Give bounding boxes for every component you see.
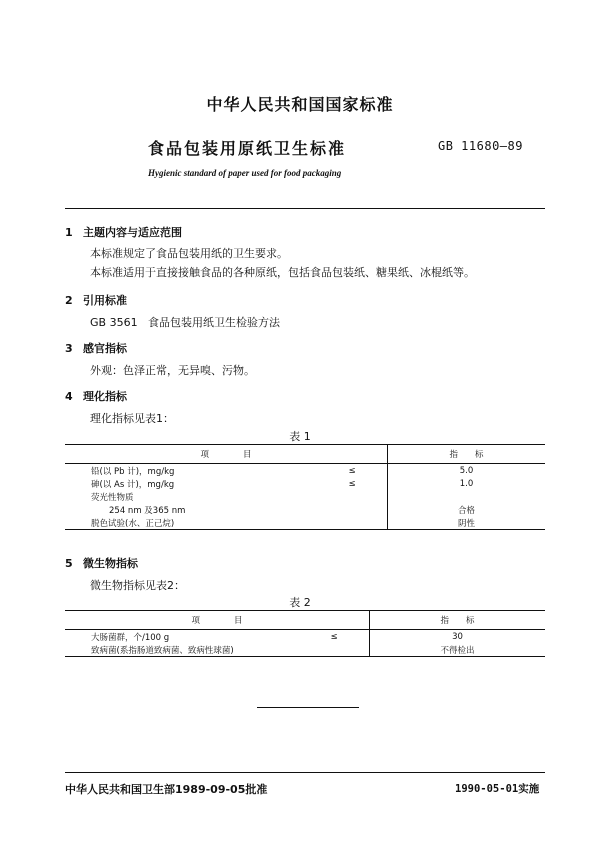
section-2-reference: GB 3561 食品包装用纸卫生检验方法 xyxy=(90,316,281,329)
section-number: 5 xyxy=(65,557,73,570)
section-title: 理化指标 xyxy=(83,390,127,403)
row-symbol: ≤ xyxy=(348,465,356,476)
table-row xyxy=(65,490,545,503)
section-4-paragraph: 理化指标见表1： xyxy=(90,412,174,425)
table-header-value: 指 标 xyxy=(370,611,546,630)
row-item: 254 nm 及365 nm xyxy=(109,505,186,516)
table-row xyxy=(65,643,545,657)
table-header-row xyxy=(65,445,545,464)
approval-statement: 中华人民共和国卫生部1989-09-05批准 xyxy=(65,783,268,796)
row-symbol xyxy=(299,643,370,657)
section-5-paragraph: 微生物指标见表2： xyxy=(90,579,185,592)
section-2-heading xyxy=(65,292,127,308)
table-row xyxy=(65,503,545,516)
table-header-row xyxy=(65,611,545,630)
footer-divider xyxy=(65,772,545,773)
row-value: 30 xyxy=(370,630,546,644)
row-item: 脱色试验(水、正己烷) xyxy=(91,518,175,529)
issuing-authority-header: 中华人民共和国国家标准 xyxy=(206,95,394,114)
row-item: 砷(以 As 计)，mg/kg xyxy=(91,479,175,490)
table-row xyxy=(65,477,545,490)
table-header-item: 项 目 xyxy=(65,611,370,630)
section-title: 感官指标 xyxy=(83,342,127,355)
english-title: Hygienic standard of paper used for food packaging xyxy=(148,168,342,178)
section-title: 微生物指标 xyxy=(83,557,138,570)
section-title: 引用标准 xyxy=(83,294,127,307)
row-symbol: ≤ xyxy=(330,631,338,642)
section-number: 2 xyxy=(65,294,73,307)
section-1-paragraph-2: 本标准适用于直接接触食品的各种原纸，包括食品包装纸、糖果纸、冰棍纸等。 xyxy=(90,266,475,279)
table-row xyxy=(65,516,545,530)
table-1 xyxy=(65,444,545,530)
section-number: 3 xyxy=(65,342,73,355)
row-item: 致病菌(系指肠道致病菌、致病性球菌) xyxy=(91,645,234,656)
row-item: 荧光性物质 xyxy=(91,492,134,503)
section-3-paragraph: 外观：色泽正常，无异嗅、污物。 xyxy=(90,364,255,377)
row-item: 大肠菌群，个/100 g xyxy=(91,632,170,643)
table-2 xyxy=(65,610,545,657)
row-value: 1.0 xyxy=(388,477,546,490)
table-1-caption: 表 1 xyxy=(289,430,311,443)
row-value: 阴性 xyxy=(388,516,546,530)
row-value: 合格 xyxy=(388,503,546,516)
section-1-heading xyxy=(65,224,182,240)
table-row xyxy=(65,630,545,644)
document-title: 食品包装用原纸卫生标准 xyxy=(148,139,347,158)
row-value: 不得检出 xyxy=(370,643,546,657)
table-row xyxy=(65,464,545,478)
row-symbol xyxy=(317,490,388,503)
table-header-value: 指 标 xyxy=(388,445,546,464)
table-header-item: 项 目 xyxy=(65,445,388,464)
section-number: 4 xyxy=(65,390,73,403)
table-2-caption: 表 2 xyxy=(289,596,311,609)
row-symbol: ≤ xyxy=(348,478,356,489)
row-value xyxy=(388,490,546,503)
end-of-text-line xyxy=(257,707,359,708)
section-4-heading xyxy=(65,388,127,404)
title-divider xyxy=(65,208,545,209)
section-title: 主题内容与适应范围 xyxy=(83,226,182,239)
row-symbol xyxy=(317,516,388,530)
section-3-heading xyxy=(65,340,127,356)
section-number: 1 xyxy=(65,226,73,239)
effective-date: 1990-05-01实施 xyxy=(455,783,540,795)
row-item: 铅(以 Pb 计)，mg/kg xyxy=(91,466,175,477)
standard-number: GB 11680—89 xyxy=(438,139,523,153)
section-1-paragraph-1: 本标准规定了食品包装用纸的卫生要求。 xyxy=(90,247,288,260)
section-5-heading xyxy=(65,555,138,571)
row-value: 5.0 xyxy=(388,464,546,478)
row-symbol xyxy=(317,503,388,516)
